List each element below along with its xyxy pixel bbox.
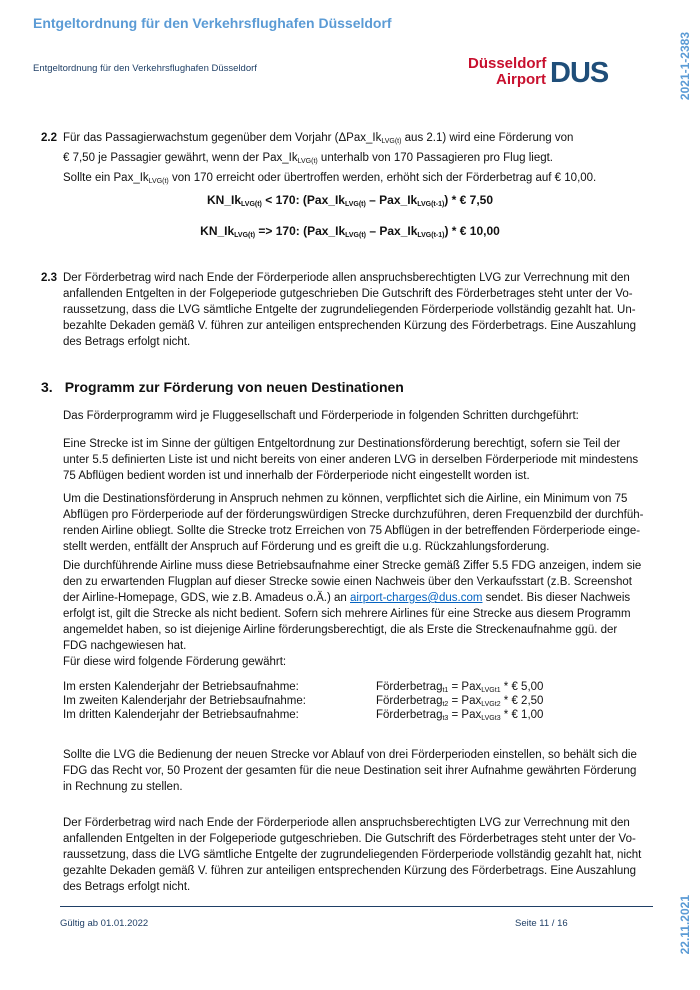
subscript: t2 — [442, 701, 449, 708]
subscript: LVG(t) — [234, 232, 256, 239]
text-line: raussetzung, dass die LVG sämtliche Entgelte der zugrundeliegenden Förderperiode vollständig gezahlt hat. Un- — [63, 304, 636, 316]
text-line: Die durchführende Airline muss diese Betriebsaufnahme einer Strecke gemäß Ziffer 5.5 FDG anzeigen, indem sie — [63, 560, 642, 572]
text-line — [63, 590, 663, 606]
document-subtitle: Entgeltordnung für den Verkehrsflughafen Düsseldorf — [33, 63, 257, 74]
email-link[interactable]: airport-charges@dus.com — [350, 592, 483, 604]
text-line: 75 Abflügen bedient worden ist und innerhalb der Förderperiode nicht eingestellt worden ist. — [63, 470, 530, 482]
subscript: LVGt1 — [481, 687, 501, 694]
text-line: angemeldet haben, so ist diejenige Airline förderungsberechtigt, die als Erste die Streckenaufnahme ggü. der — [63, 624, 618, 636]
funding-label: Im ersten Kalenderjahr der Betriebsaufnahme: — [63, 681, 299, 693]
text-line: renden Airline obliegt. Sollte die Strecke trotz Erreichen von 75 Abflügen in der betreffenden Förderperiode einge- — [63, 525, 641, 537]
text: sendet. Bis dieser Nachweis — [482, 592, 631, 604]
subscript: LVG(t) — [241, 201, 262, 208]
formula-part: => 170: (Pax_Ik — [255, 224, 346, 238]
subscript: t3 — [442, 715, 449, 722]
text: unterhalb von 170 Passagieren pro Flug liegt. — [317, 152, 553, 164]
subscript: LVG(t-1) — [417, 232, 445, 239]
formula-part: – Pax_Ik — [365, 193, 418, 207]
formula-part: – Pax_Ik — [366, 224, 418, 238]
section-2-3-text — [63, 270, 663, 350]
text-line: erfolgt ist, gilt die Strecke als nicht bedient. Sofern sich mehrere Airlines für eine Strecke aus diesem Programm — [63, 608, 631, 620]
section-number-3: 3. — [41, 379, 53, 395]
formula-part: ) * € 7,50 — [444, 193, 493, 207]
text-line: FDG nachgewiesen hat. — [63, 640, 187, 652]
subscript: LVGt2 — [481, 701, 501, 708]
funding-row-year-1 — [63, 680, 663, 695]
formula-part: KN_Ik — [200, 224, 235, 238]
subscript: LVG(t) — [148, 178, 169, 185]
formula-part: * € 1,00 — [500, 709, 544, 721]
document-top-title: Entgeltordnung für den Verkehrsflughafen Düsseldorf — [33, 15, 392, 31]
formula-part: ) * € 10,00 — [444, 224, 500, 238]
text-line: stellt werden, entfällt der Anspruch auf Förderung und es greift die u.g. Rückzahlungsforderung. — [63, 541, 550, 553]
text-line: bezahlte Dekaden gemäß V. führen zur anteiligen entsprechenden Kürzung des Förderbetrags. Eine Auszahlung — [63, 320, 637, 332]
subscript: t1 — [442, 687, 449, 694]
formula-part: * € 2,50 — [500, 695, 544, 707]
subscript: LVG(t) — [344, 201, 366, 208]
text-line: Abflügen pro Förderperiode auf der förderungswürdigen Strecke durchzuführen, deren Frequenzbild der durchfüh- — [63, 509, 644, 521]
text-line: FDG das Recht vor, 50 Prozent der gesamten für die neue Destination seit ihrer Aufnahme gewährten Förderung — [63, 765, 637, 777]
text-line: raussetzung, dass die LVG sämtliche Entgelte der zugrundeliegenden Förderperiode vollständig gezahlt hat, nicht — [63, 849, 642, 861]
subscript: LVGt3 — [481, 715, 501, 722]
text: € 7,50 je Passagier gewährt, wenn der Pax_Ik — [63, 152, 298, 164]
footer-divider — [60, 906, 653, 907]
footer-valid-from: Gültig ab 01.01.2022 — [60, 918, 149, 929]
subscript: LVG(t-1) — [417, 201, 445, 208]
funding-row-year-3 — [63, 708, 663, 723]
logo-line-1: Düsseldorf — [468, 55, 547, 72]
text-line: gezahlte Dekaden gemäß V. führen zur anteiligen entsprechenden Kürzung des Förderbetrags. Eine Auszahlung — [63, 865, 637, 877]
text-line: Um die Destinationsförderung in Anspruch nehmen zu können, verpflichtet sich die Airline, ein Minimum von 75 — [63, 493, 628, 505]
formula-above-170 — [0, 223, 700, 244]
subscript: LVG(t) — [345, 232, 366, 239]
formula-part: < 170: (Pax_Ik — [261, 193, 345, 207]
section-3-paragraph-4 — [63, 747, 663, 795]
text-line: des Betrags erfolgt nicht. — [63, 336, 191, 348]
section-2-2-text — [63, 130, 663, 190]
text-line: unter 5.5 definierten Liste ist und nicht bereits von einer anderen LVG in derselben Förderperiode mit mindestens — [63, 454, 639, 466]
text-line: anfallenden Entgelten in der Folgeperiode gutgeschrieben Die Gutschrift des Förderbetrages steht unter der Vo- — [63, 288, 633, 300]
text-line: des Betrags erfolgt nicht. — [63, 881, 191, 893]
formula-part: Förderbetrag — [376, 709, 443, 721]
logo-line-2: Airport — [496, 71, 546, 88]
funding-label: Im dritten Kalenderjahr der Betriebsaufnahme: — [63, 709, 299, 721]
formula-part: = Pax — [448, 695, 482, 707]
funding-intro: Für diese wird folgende Förderung gewährt: — [63, 656, 287, 668]
document-date: 22.11.2021 — [678, 895, 692, 955]
airport-logo — [468, 56, 618, 92]
text-line: Sollte die LVG die Bedienung der neuen Strecke vor Ablauf von drei Förderperioden einstellen, so behält sich die — [63, 749, 637, 761]
text-line: anfallenden Entgelten in der Folgeperiode gutgeschrieben. Die Gutschrift des Förderbetrages steht unter der Vo- — [63, 833, 636, 845]
text: Für das Passagierwachstum gegenüber dem Vorjahr (ΔPax_Ik — [63, 132, 382, 144]
section-3-intro: Das Förderprogramm wird je Fluggesellschaft und Förderperiode in folgenden Schritten durchgeführt: — [63, 410, 579, 422]
funding-label: Im zweiten Kalenderjahr der Betriebsaufnahme: — [63, 695, 306, 707]
text: aus 2.1) wird eine Förderung von — [401, 132, 574, 144]
formula-part: Förderbetrag — [376, 695, 443, 707]
logo-dus-mark: DUS — [550, 57, 609, 89]
section-3-paragraph-3 — [63, 558, 663, 654]
footer-page-number: Seite 11 / 16 — [515, 918, 568, 929]
text-line: den zu erwartenden Flugplan auf dieser Strecke sowie einen Nachweis über den Verkaufsstart (z.B. Screenshot — [63, 576, 632, 588]
subscript: LVG(t) — [381, 138, 402, 145]
formula-part: * € 5,00 — [500, 681, 544, 693]
formula-below-170 — [0, 192, 700, 213]
section-3-paragraph-1 — [63, 436, 663, 484]
formula-part: = Pax — [448, 709, 482, 721]
subscript: LVG(t) — [297, 158, 318, 165]
section-3-heading — [41, 378, 404, 396]
section-3-paragraph-5 — [63, 815, 663, 895]
text-line: Eine Strecke ist im Sinne der gültigen Entgeltordnung zur Destinationsförderung berechtigt, sofern sie Teil der — [63, 438, 621, 450]
text-line: Der Förderbetrag wird nach Ende der Förderperiode allen anspruchsberechtigten LVG zur Verrechnung mit den — [63, 817, 630, 829]
formula-part: = Pax — [448, 681, 482, 693]
document-id: 2021-1-2383 — [678, 32, 692, 101]
section-title: Programm zur Förderung von neuen Destinationen — [64, 379, 404, 395]
formula-part: Förderbetrag — [376, 681, 443, 693]
logo-wordmark — [468, 56, 546, 88]
section-3-paragraph-2 — [63, 491, 663, 555]
funding-formula — [376, 708, 543, 726]
funding-row-year-2 — [63, 694, 663, 709]
text: der Airline-Homepage, GDS, wie z.B. Amadeus o.Ä.) an — [63, 592, 350, 604]
text: von 170 erreicht oder übertroffen werden, erhöht sich der Förderbetrag auf € 10,00. — [168, 172, 597, 184]
formula-part: KN_Ik — [207, 193, 242, 207]
text-line: in Rechnung zu stellen. — [63, 781, 183, 793]
section-number-2-2: 2.2 — [41, 132, 57, 144]
text-line: Der Förderbetrag wird nach Ende der Förderperiode allen anspruchsberechtigten LVG zur Verrechnung mit den — [63, 272, 630, 284]
text: Sollte ein Pax_Ik — [63, 172, 149, 184]
section-number-2-3: 2.3 — [41, 272, 57, 284]
